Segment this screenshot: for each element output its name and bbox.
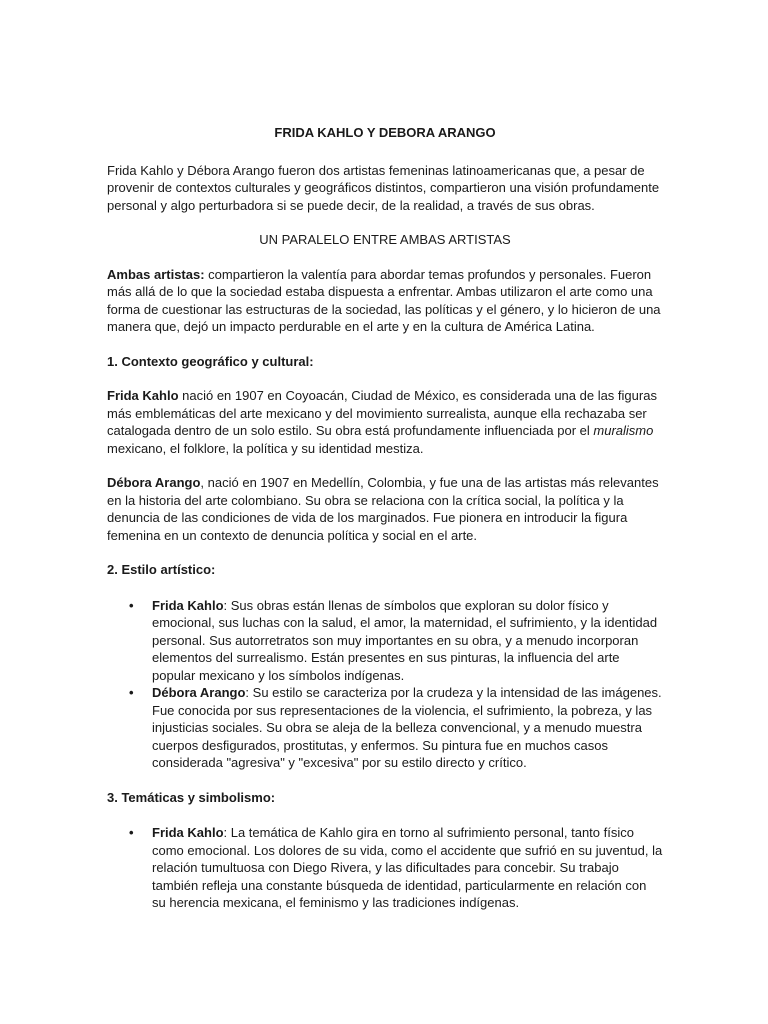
section-subtitle: UN PARALELO ENTRE AMBAS ARTISTAS (259, 232, 511, 247)
debora-context-text: , nació en 1907 en Medellín, Colombia, y fue una de las artistas más relevantes en la historia del arte colombiano. Su obra se relaciona con la crítica social, la política y la denuncia de las condiciones de vida de los marginados. Fue pionera en introducir la figura femenina en un contexto de denuncia política y social en el arte. (107, 475, 659, 543)
debora-context-paragraph (107, 474, 663, 544)
list-item (107, 824, 663, 912)
bullet-icon: • (129, 825, 134, 840)
frida-context-text-1: nació en 1907 en Coyoacán, Ciudad de México, es considerada una de las figuras más emblemáticas del arte mexicano y del movimiento surrealista, aunque ella rechazaba ser catalogada dentro de un solo estilo. Su obra está profundamente influenciada por el (107, 388, 657, 438)
frida-name: Frida Kahlo (107, 388, 179, 403)
list-item-name: Débora Arango (152, 685, 246, 700)
bullet-icon: • (129, 685, 134, 700)
list-item (107, 597, 663, 685)
section1-heading: 1. Contexto geográfico y cultural: (107, 353, 314, 369)
list-item (107, 684, 663, 772)
intro-paragraph: Frida Kahlo y Débora Arango fueron dos artistas femeninas latinoamericanas que, a pesar de provenir de contextos culturales y geográficos distintos, compartieron una visión profundamente personal y algo perturbadora si se puede decir, de la realidad, a través de sus obras. (107, 162, 660, 213)
ambas-paragraph (107, 266, 663, 336)
style-list (107, 597, 663, 772)
bullet-icon: • (129, 597, 134, 613)
list-item-name: Frida Kahlo (152, 597, 224, 613)
section2-heading: 2. Estilo artístico: (107, 562, 216, 577)
ambas-text: compartieron la valentía para abordar temas profundos y personales. Fueron más allá de lo que la sociedad estaba dispuesta a enfrentar. Ambas utilizaron el arte como una forma de cuestionar las estructuras de la sociedad, las políticas y el género, y lo hicieron de una manera que, dejó un impacto perdurable en el arte y en la cultura de América Latina. (107, 266, 661, 334)
document-title: FRIDA KAHLO Y DEBORA ARANGO (274, 125, 496, 140)
ambas-label: Ambas artistas: (107, 266, 205, 282)
frida-context-paragraph (107, 387, 663, 457)
list-item-text: : Sus obras están llenas de símbolos que exploran su dolor físico y emocional, sus luchas con la salud, el amor, la maternidad, el sufrimiento, y la identidad personal. Sus autorretratos son muy importantes en su obra, y a menudo incorporan elementos del surrealismo. Están presentes en sus pinturas, la influencia del arte popular mexicano y los símbolos indígenas. (152, 597, 658, 683)
list-item-text: : Su estilo se caracteriza por la crudeza y la intensidad de las imágenes. Fue conocida por sus representaciones de la violencia, el sufrimiento, la pobreza, y las injusticias sociales. Su obra se aleja de la belleza convencional, y a menudo muestra cuerpos desfigurados, prostitutas, y enfermos. Su pintura fue en muchos casos considerada "agresiva" y "excesiva" por su estilo directo y crítico. (152, 685, 662, 770)
frida-context-italic: muralismo (593, 423, 654, 438)
themes-list (107, 824, 663, 912)
document-body (107, 124, 663, 912)
list-item-text: : La temática de Kahlo gira en torno al sufrimiento personal, tanto físico como emocional. Los dolores de su vida, como el accidente que sufrió en su juventud, la relación tumultuosa con Diego Rivera, y las dificultades para concebir. Su trabajo también refleja una constante búsqueda de identidad, particularmente en relación con su herencia mexicana, el feminismo y las tradiciones indígenas. (152, 825, 663, 910)
list-item-name: Frida Kahlo (152, 825, 224, 840)
frida-context-text-2: mexicano, el folklore, la política y su identidad mestiza. (107, 440, 424, 456)
debora-name: Débora Arango (107, 475, 201, 490)
section3-heading: 3. Temáticas y simbolismo: (107, 789, 276, 805)
